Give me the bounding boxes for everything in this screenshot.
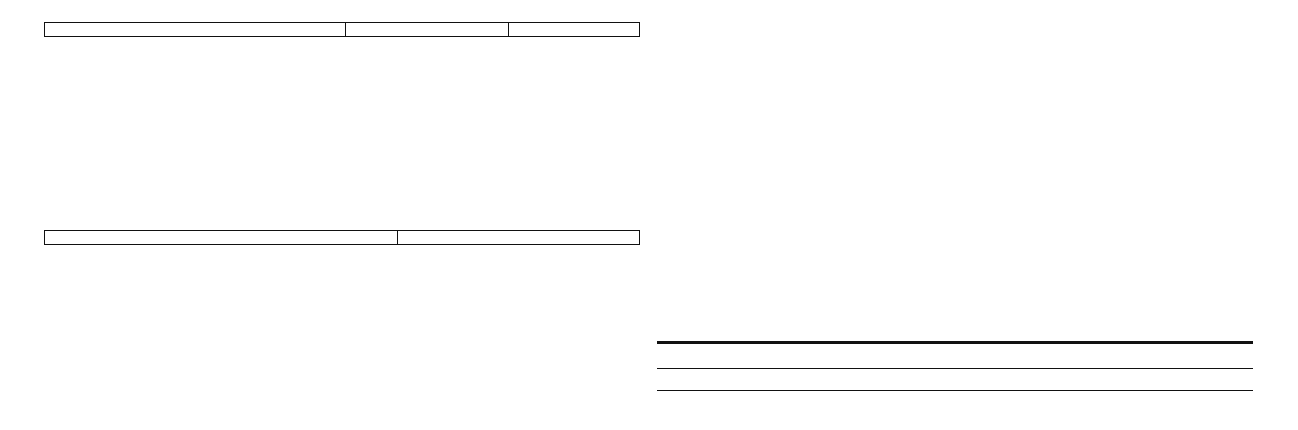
col-header-matricula <box>346 23 509 37</box>
section-rule <box>657 341 1253 344</box>
table-header-row <box>45 23 640 37</box>
section-rule <box>657 390 1253 391</box>
cession-table <box>44 22 640 37</box>
col-header-nome <box>45 23 346 37</box>
col-header-matricula <box>398 231 640 245</box>
table-header-row <box>45 231 640 245</box>
col-header-a-partir <box>509 23 640 37</box>
col-header-nome <box>45 231 398 245</box>
section-rule <box>657 368 1253 369</box>
trf-table <box>44 230 640 245</box>
